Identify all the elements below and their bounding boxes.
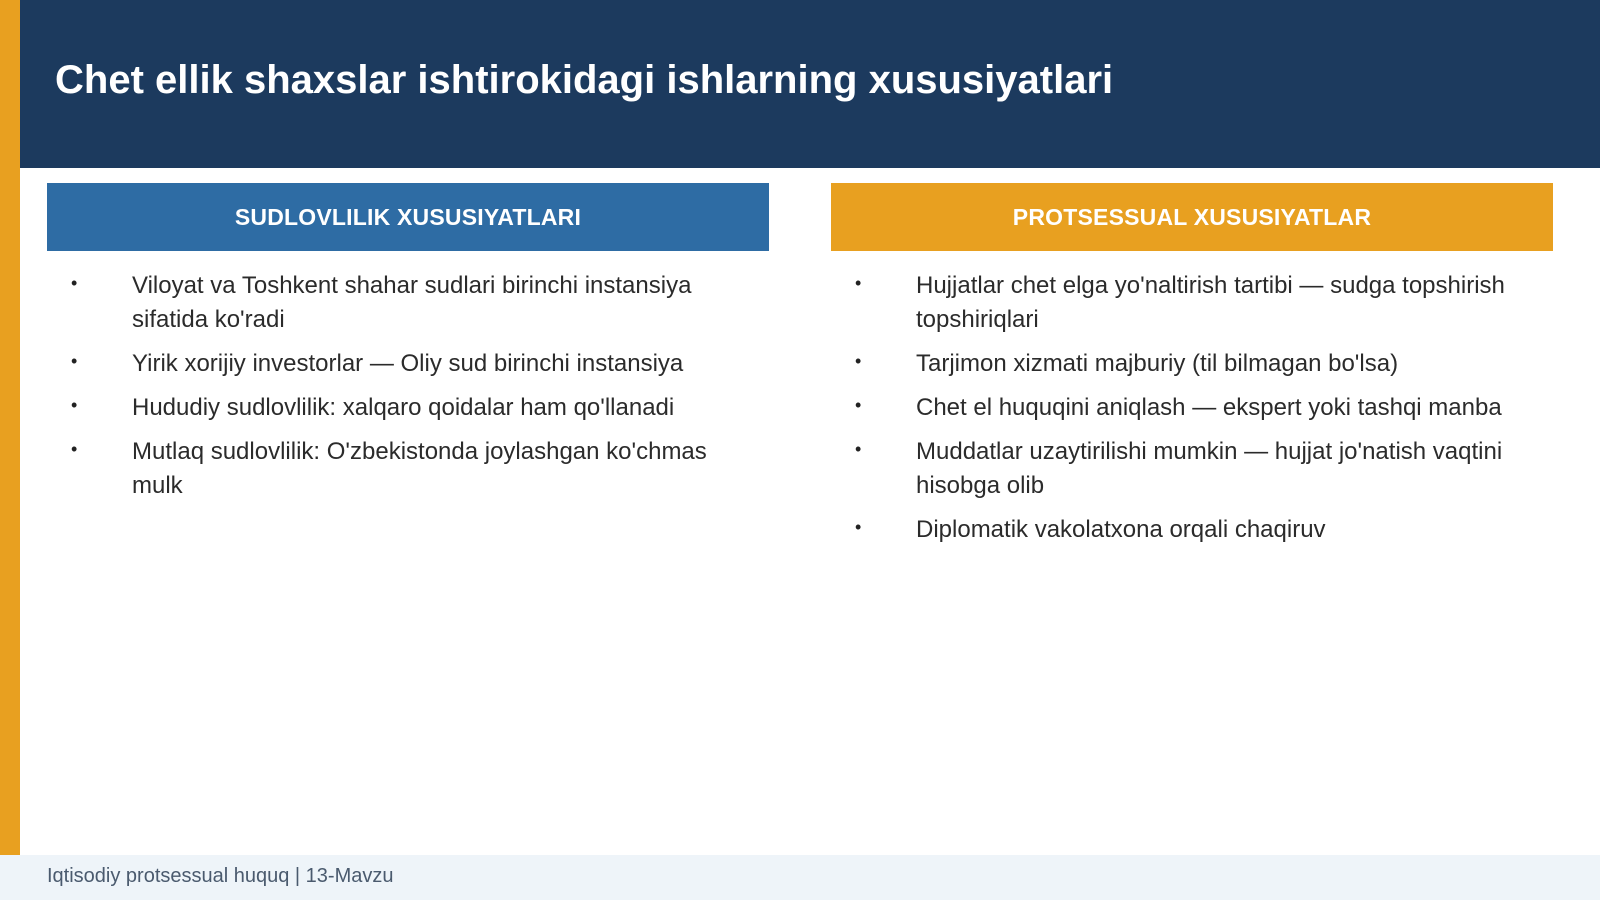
bullet-icon: • bbox=[71, 273, 78, 293]
list-item bbox=[47, 391, 769, 425]
list-item-text: Hududiy sudlovlilik: xalqaro qoidalar ham qo'llanadi bbox=[132, 394, 675, 421]
list-item bbox=[47, 435, 769, 503]
footer-bar bbox=[0, 855, 1600, 900]
bullet-icon: • bbox=[855, 273, 862, 293]
procedural-features-list bbox=[831, 269, 1553, 547]
list-item bbox=[47, 269, 769, 337]
list-item-text: Tarjimon xizmati majburiy (til bilmagan bo'lsa) bbox=[916, 350, 1399, 377]
jurisdiction-features-list bbox=[47, 269, 769, 503]
jurisdiction-features-header: SUDLOVLILIK XUSUSIYATLARI bbox=[47, 183, 769, 251]
list-item-text: Viloyat va Toshkent shahar sudlari birinchi instansiya sifatida ko'radi bbox=[132, 272, 692, 333]
footer-text: Iqtisodiy protsessual huquq | 13-Mavzu bbox=[47, 865, 394, 887]
list-item bbox=[831, 269, 1553, 337]
list-item bbox=[47, 347, 769, 381]
procedural-features-header: PROTSESSUAL XUSUSIYATLAR bbox=[831, 183, 1553, 251]
side-accent-stripe bbox=[0, 0, 20, 855]
bullet-icon: • bbox=[71, 439, 78, 459]
bullet-icon: • bbox=[855, 439, 862, 459]
list-item bbox=[831, 347, 1553, 381]
list-item-text: Yirik xorijiy investorlar — Oliy sud birinchi instansiya bbox=[132, 350, 684, 377]
bullet-icon: • bbox=[855, 517, 862, 537]
list-item-text: Diplomatik vakolatxona orqali chaqiruv bbox=[916, 516, 1326, 543]
list-item bbox=[831, 513, 1553, 547]
list-item-text: Hujjatlar chet elga yo'naltirish tartibi — sudga topshirish topshiriqlari bbox=[916, 272, 1505, 333]
list-item-text: Chet el huquqini aniqlash — ekspert yoki tashqi manba bbox=[916, 394, 1502, 421]
jurisdiction-features-column bbox=[47, 183, 769, 513]
bullet-icon: • bbox=[71, 351, 78, 371]
list-item bbox=[831, 435, 1553, 503]
page-title: Chet ellik shaxslar ishtirokidagi ishlarning xususiyatlari bbox=[55, 58, 1114, 102]
bullet-icon: • bbox=[855, 395, 862, 415]
list-item bbox=[831, 391, 1553, 425]
bullet-icon: • bbox=[71, 395, 78, 415]
list-item-text: Muddatlar uzaytirilishi mumkin — hujjat jo'natish vaqtini hisobga olib bbox=[916, 438, 1503, 499]
procedural-features-column bbox=[831, 183, 1553, 557]
list-item-text: Mutlaq sudlovlilik: O'zbekistonda joylashgan ko'chmas mulk bbox=[132, 438, 707, 499]
bullet-icon: • bbox=[855, 351, 862, 371]
title-banner bbox=[20, 0, 1600, 168]
